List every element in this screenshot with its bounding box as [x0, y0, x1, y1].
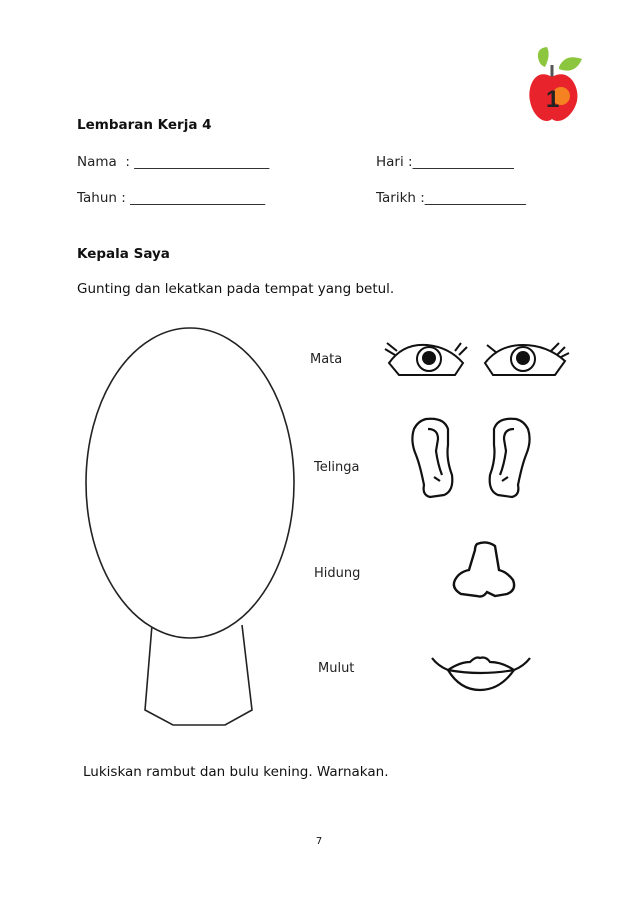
head-outline [80, 325, 300, 730]
day-field[interactable]: Hari :_______________ [376, 154, 514, 170]
label-mulut: Mulut [318, 661, 355, 676]
section-title: Kepala Saya [77, 246, 170, 262]
name-field[interactable]: Nama : ____________________ [77, 154, 270, 170]
year-field[interactable]: Tahun : ____________________ [77, 190, 266, 206]
eyes-icon[interactable] [383, 333, 573, 383]
svg-text:1: 1 [546, 86, 560, 113]
label-hidung: Hidung [314, 566, 361, 581]
instruction-text: Gunting dan lekatkan pada tempat yang betul. [77, 281, 395, 297]
footer-instruction: Lukiskan rambut dan bulu kening. Warnakan. [83, 764, 389, 780]
date-field[interactable]: Tarikh :_______________ [376, 190, 527, 206]
label-telinga: Telinga [314, 460, 360, 475]
mouth-icon[interactable] [430, 652, 532, 694]
page-number: 7 [315, 836, 323, 847]
nose-icon[interactable] [447, 540, 527, 602]
ears-icon[interactable] [408, 415, 538, 500]
worksheet-title: Lembaran Kerja 4 [77, 117, 212, 133]
label-mata: Mata [310, 352, 343, 367]
apple-icon [525, 45, 585, 125]
